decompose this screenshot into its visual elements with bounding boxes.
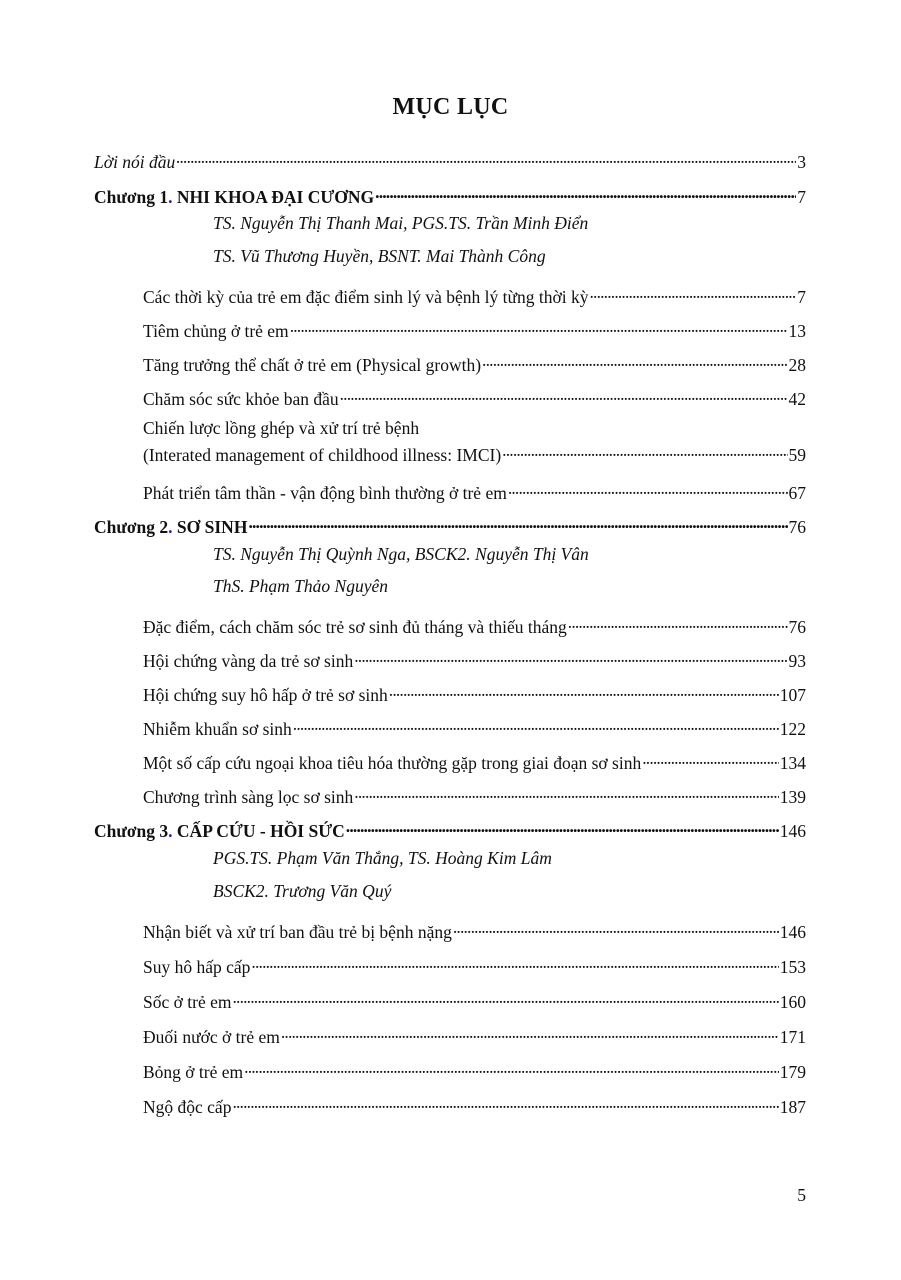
- toc-entry-page: 76: [788, 617, 806, 637]
- chapter-prefix: Chương 3: [94, 821, 169, 841]
- toc-entry-label: Chiến lược lồng ghép và xử trí trẻ bệnh: [143, 418, 420, 438]
- toc-entry-label: Tiêm chủng ở trẻ em: [143, 321, 289, 341]
- chapter-name: SƠ SINH: [172, 517, 248, 537]
- chapter-name: NHI KHOA ĐẠI CƯƠNG: [172, 187, 375, 207]
- toc-chapter-2[interactable]: [94, 511, 806, 538]
- chapter-authors: TS. Nguyễn Thị Quỳnh Nga, BSCK2. Nguyễn Thị Vân: [213, 544, 589, 564]
- toc-entry-page: 28: [788, 355, 806, 375]
- dot-leader: [482, 349, 787, 371]
- toc-entry-page: 76: [788, 517, 806, 537]
- dot-leader: [568, 611, 788, 633]
- chapter-heading: [94, 516, 247, 538]
- page-number: 5: [797, 1185, 806, 1205]
- dot-leader: [502, 439, 787, 461]
- toc-entry-preface[interactable]: [94, 146, 806, 173]
- toc-entry-page: 13: [788, 321, 806, 341]
- dot-leader: [281, 1021, 779, 1043]
- toc-entry-label: Lời nói đầu: [94, 152, 176, 172]
- chapter-heading: [94, 186, 374, 208]
- toc-entry[interactable]: [143, 747, 806, 774]
- toc-entry-page: 93: [788, 651, 806, 671]
- dot-leader: [251, 951, 778, 973]
- toc-entry[interactable]: [143, 383, 806, 410]
- toc-entry-page: 187: [779, 1097, 806, 1117]
- chapter-heading: [94, 820, 345, 842]
- toc-entry-page: 122: [779, 719, 806, 739]
- toc-entry[interactable]: [143, 679, 806, 706]
- toc-entry-page: 179: [779, 1062, 806, 1082]
- toc-entry-label: Các thời kỳ của trẻ em đặc điểm sinh lý và bệnh lý từng thời kỳ: [143, 287, 589, 307]
- dot-leader: [642, 747, 779, 769]
- chapter-authors: TS. Vũ Thương Huyền, BSNT. Mai Thành Công: [213, 246, 546, 266]
- toc-entry-page: 146: [779, 922, 806, 942]
- toc-entry[interactable]: [143, 1021, 806, 1048]
- toc-entry[interactable]: [143, 477, 806, 504]
- toc-entry-label: Một số cấp cứu ngoại khoa tiêu hóa thường gặp trong giai đoạn sơ sinh: [143, 753, 642, 773]
- toc-entry-page: 42: [788, 389, 806, 409]
- chapter-authors: ThS. Phạm Thảo Nguyên: [213, 576, 388, 596]
- toc-entry[interactable]: [143, 713, 806, 740]
- dot-leader: [346, 815, 779, 837]
- toc-entry-page: 139: [779, 787, 806, 807]
- toc-entry-page: 7: [797, 187, 806, 207]
- toc-entry-label: Đuối nước ở trẻ em: [143, 1027, 280, 1047]
- chapter-number-dot: .: [168, 517, 173, 537]
- toc-entry[interactable]: [143, 281, 806, 308]
- toc-entry-label: Chăm sóc sức khỏe ban đầu: [143, 389, 339, 409]
- dot-leader: [354, 781, 778, 803]
- dot-leader: [340, 383, 788, 405]
- toc-entry-label: Ngộ độc cấp: [143, 1097, 232, 1117]
- chapter-prefix: Chương 2: [94, 517, 169, 537]
- toc-entry-page: 146: [779, 821, 806, 841]
- toc-entry[interactable]: [143, 781, 806, 808]
- toc-entry[interactable]: [143, 1091, 806, 1118]
- dot-leader: [375, 181, 796, 203]
- toc-entry-label: Chương trình sàng lọc sơ sinh: [143, 787, 354, 807]
- dot-leader: [389, 679, 779, 701]
- chapter-number-dot: .: [168, 821, 173, 841]
- toc-entry[interactable]: [143, 611, 806, 638]
- toc-entry-label-line2: (Interated management of childhood illness: IMCI): [143, 445, 502, 465]
- dot-leader: [293, 713, 779, 735]
- toc-entry-label: Nhận biết và xử trí ban đầu trẻ bị bệnh nặng: [143, 922, 452, 942]
- chapter-authors: PGS.TS. Phạm Văn Thắng, TS. Hoàng Kim Lâm: [213, 848, 552, 868]
- toc-entry[interactable]: [143, 986, 806, 1013]
- toc-entry[interactable]: [143, 645, 806, 672]
- toc-entry-label: Nhiễm khuẩn sơ sinh: [143, 719, 292, 739]
- toc-entry-label: Phát triển tâm thần - vận động bình thường ở trẻ em: [143, 483, 507, 503]
- dot-leader: [248, 511, 787, 533]
- toc-entry-page: 59: [788, 445, 806, 465]
- chapter-authors: TS. Nguyễn Thị Thanh Mai, PGS.TS. Trần Minh Điển: [213, 213, 589, 233]
- toc-entry[interactable]: [143, 349, 806, 376]
- chapter-authors: BSCK2. Trương Văn Quý: [213, 881, 392, 901]
- dot-leader: [589, 281, 796, 303]
- toc-entry-label: Bỏng ở trẻ em: [143, 1062, 244, 1082]
- dot-leader: [232, 986, 778, 1008]
- toc-entry[interactable]: [143, 417, 806, 466]
- toc-chapter-3[interactable]: [94, 815, 806, 842]
- toc-chapter-1[interactable]: [94, 181, 806, 208]
- chapter-number-dot: .: [168, 187, 173, 207]
- chapter-prefix: Chương 1: [94, 187, 169, 207]
- dot-leader: [508, 477, 788, 499]
- toc-entry-label: Tăng trưởng thể chất ở trẻ em (Physical growth): [143, 355, 482, 375]
- toc-entry-page: 67: [788, 483, 806, 503]
- toc-entry[interactable]: [143, 1056, 806, 1083]
- dot-leader: [232, 1091, 778, 1113]
- toc-entry-page: 107: [779, 685, 806, 705]
- dot-leader: [244, 1056, 779, 1078]
- toc-entry-page: 171: [779, 1027, 806, 1047]
- toc-entry-page: 3: [797, 152, 806, 172]
- toc-entry-page: 7: [797, 287, 806, 307]
- toc-entry-label: Đặc điểm, cách chăm sóc trẻ sơ sinh đủ tháng và thiếu tháng: [143, 617, 567, 637]
- chapter-name: CẤP CỨU - HỒI SỨC: [172, 821, 345, 841]
- toc-entry-label: Suy hô hấp cấp: [143, 957, 251, 977]
- toc-entry-label: Hội chứng suy hô hấp ở trẻ sơ sinh: [143, 685, 388, 705]
- dot-leader: [176, 146, 796, 168]
- toc-entry-label: Hội chứng vàng da trẻ sơ sinh: [143, 651, 354, 671]
- dot-leader: [354, 645, 787, 667]
- dot-leader: [290, 315, 788, 337]
- toc-entry[interactable]: [143, 916, 806, 943]
- toc-entry-page: 134: [779, 753, 806, 773]
- toc-entry-page: 160: [779, 992, 806, 1012]
- page-title: MỤC LỤC: [392, 94, 509, 120]
- toc-entry-label: Sốc ở trẻ em: [143, 992, 232, 1012]
- toc-entry[interactable]: [143, 315, 806, 342]
- dot-leader: [453, 916, 779, 938]
- toc-entry[interactable]: [143, 951, 806, 978]
- toc-entry-page: 153: [779, 957, 806, 977]
